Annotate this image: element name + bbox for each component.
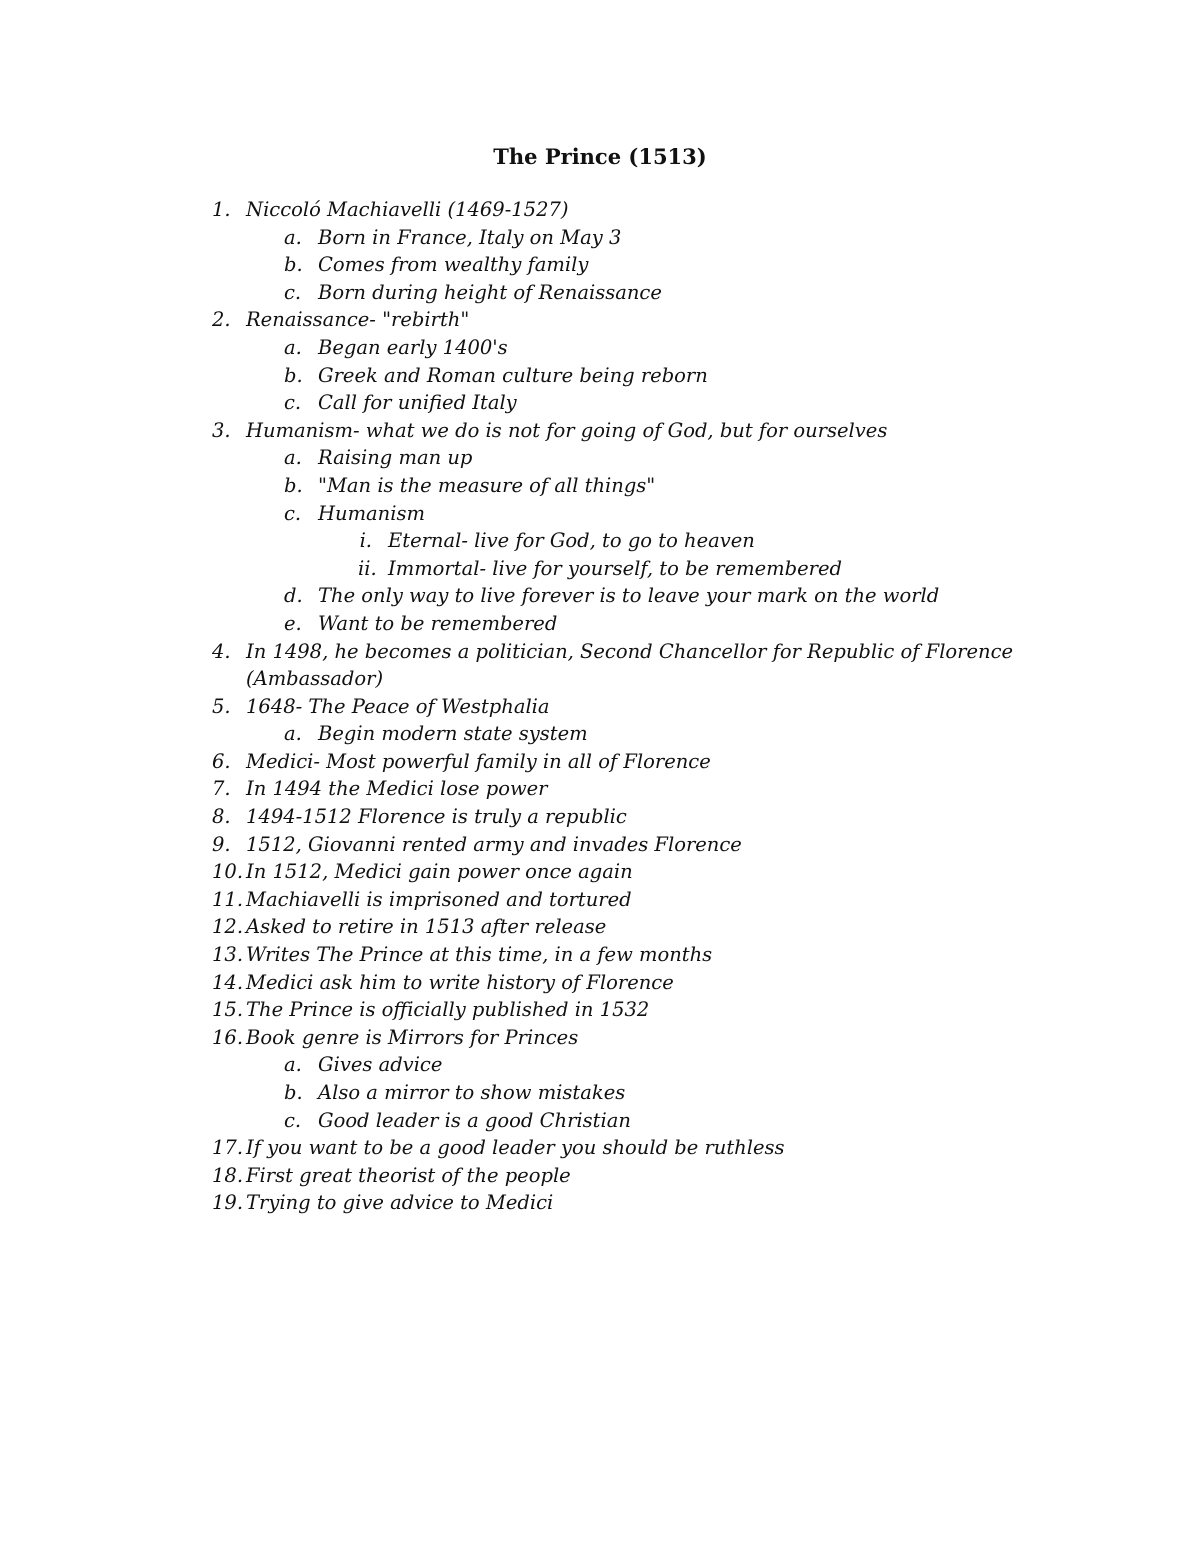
list-item-level-1 <box>0 417 1200 445</box>
list-marker: c. <box>284 280 302 304</box>
list-item-text: Machiavelli is imprisoned and tortured <box>246 887 632 911</box>
list-item-level-1 <box>0 803 1200 831</box>
list-item-text: Niccoló Machiavelli (1469-1527) <box>246 198 569 221</box>
list-item-level-2 <box>0 279 1200 307</box>
list-item-text: Call for unified Italy <box>318 391 517 415</box>
list-item-level-1 <box>0 693 1200 721</box>
list-item-text: The only way to live forever is to leave your mark on the world <box>318 584 940 608</box>
list-item-level-1 <box>0 969 1200 997</box>
list-item-text: Medici ask him to write history of Florence <box>246 970 674 994</box>
list-item-level-1 <box>0 1024 1200 1052</box>
list-item-level-1 <box>0 1162 1200 1190</box>
list-marker: 4. <box>212 639 231 663</box>
document-title: The Prince (1513) <box>493 144 707 169</box>
list-item-level-2 <box>0 610 1200 638</box>
list-item-level-2 <box>0 1079 1200 1107</box>
list-marker: 8. <box>212 805 231 829</box>
list-marker: b. <box>284 473 303 497</box>
list-item-level-1 <box>0 196 1200 224</box>
list-item-text: Renaissance- "rebirth" <box>246 308 470 332</box>
list-marker: c. <box>284 391 302 415</box>
list-item-text: Eternal- live for God, to go to heaven <box>388 529 755 553</box>
list-item-text: Born during height of Renaissance <box>318 280 662 304</box>
list-item-level-1 <box>0 858 1200 886</box>
list-marker: b. <box>284 1081 303 1104</box>
list-item-level-1 <box>0 1134 1200 1162</box>
list-marker: a. <box>284 335 302 359</box>
list-item-text: "Man is the measure of all things" <box>318 473 656 497</box>
list-item-text: If you want to be a good leader you should be ruthless <box>246 1136 785 1160</box>
list-item-text: Began early 1400's <box>318 335 508 359</box>
list-marker: 13. <box>212 943 244 967</box>
list-marker: 15. <box>212 998 244 1022</box>
list-marker: 5. <box>212 694 231 718</box>
list-item-text: 1494-1512 Florence is truly a republic <box>246 805 627 829</box>
list-item-text: (Ambassador) <box>246 667 384 691</box>
list-item-level-2 <box>0 362 1200 390</box>
list-item-text: Begin modern state system <box>318 722 588 746</box>
list-item-level-1 <box>0 306 1200 334</box>
list-item-level-2 <box>0 472 1200 500</box>
list-item-text: Good leader is a good Christian <box>318 1108 631 1132</box>
list-item-text: In 1512, Medici gain power once again <box>246 860 633 884</box>
list-item-text: Trying to give advice to Medici <box>246 1191 554 1215</box>
list-marker: a. <box>284 1053 302 1077</box>
list-marker: 9. <box>212 832 231 856</box>
list-item-level-2 <box>0 720 1200 748</box>
list-item-level-2 <box>0 500 1200 528</box>
list-item-level-2 <box>0 582 1200 610</box>
list-item-text: Humanism <box>318 501 425 525</box>
list-item-level-1 <box>0 886 1200 914</box>
list-marker: i. <box>359 529 372 553</box>
list-item-level-1 <box>0 996 1200 1024</box>
list-item-text: In 1494 the Medici lose power <box>246 777 548 801</box>
list-marker: e. <box>284 611 302 635</box>
list-marker: b. <box>284 253 303 277</box>
list-marker: 11. <box>212 887 244 911</box>
list-marker: 1. <box>212 198 231 221</box>
list-marker: 14. <box>212 970 244 994</box>
list-marker: ii. <box>358 556 377 580</box>
outline-list <box>0 196 1200 1217</box>
list-item-level-1 <box>0 748 1200 776</box>
list-marker: a. <box>284 722 302 746</box>
list-item-level-2 <box>0 1107 1200 1135</box>
list-marker: 18. <box>212 1163 244 1187</box>
list-item-level-2 <box>0 1051 1200 1079</box>
list-marker: 19. <box>212 1191 244 1215</box>
list-item-text: Want to be remembered <box>318 611 558 635</box>
list-item-level-3 <box>0 555 1200 583</box>
list-item-continuation <box>0 665 1200 693</box>
list-item-level-2 <box>0 224 1200 252</box>
list-item-text: Also a mirror to show mistakes <box>318 1081 626 1104</box>
list-item-level-3 <box>0 527 1200 555</box>
list-item-level-2 <box>0 389 1200 417</box>
list-marker: 3. <box>212 418 231 442</box>
list-marker: c. <box>284 501 302 525</box>
list-item-text: Comes from wealthy family <box>318 253 589 277</box>
list-marker: 6. <box>212 749 231 773</box>
list-item-text: Greek and Roman culture being reborn <box>318 363 708 387</box>
list-item-text: Raising man up <box>318 446 473 470</box>
list-marker: 16. <box>212 1025 244 1049</box>
list-marker: d. <box>284 584 303 608</box>
list-marker: 2. <box>212 308 231 332</box>
list-item-text: Born in France, Italy on May 3 <box>318 225 622 249</box>
list-marker: 12. <box>212 915 244 939</box>
list-marker: a. <box>284 225 302 249</box>
list-marker: b. <box>284 363 303 387</box>
list-item-level-1 <box>0 638 1200 666</box>
list-item-level-1 <box>0 831 1200 859</box>
list-item-level-2 <box>0 334 1200 362</box>
list-item-text: First great theorist of the people <box>246 1163 571 1187</box>
list-item-level-1 <box>0 1189 1200 1217</box>
list-marker: 7. <box>212 777 231 801</box>
list-item-level-2 <box>0 444 1200 472</box>
list-marker: c. <box>284 1108 302 1132</box>
list-item-text: Gives advice <box>318 1053 443 1077</box>
list-item-text: Book genre is Mirrors for Princes <box>246 1025 579 1049</box>
list-item-text: The Prince is officially published in 1532 <box>246 998 650 1022</box>
list-marker: 10. <box>212 860 244 884</box>
list-item-text: 1512, Giovanni rented army and invades Florence <box>246 832 742 856</box>
list-item-text: In 1498, he becomes a politician, Second Chancellor for Republic of Florence <box>246 639 1014 663</box>
list-item-text: Asked to retire in 1513 after release <box>246 915 607 939</box>
list-item-text: Humanism- what we do is not for going of God, but for ourselves <box>246 418 888 442</box>
list-item-text: Writes The Prince at this time, in a few months <box>246 943 713 967</box>
list-item-text: 1648- The Peace of Westphalia <box>246 694 550 718</box>
list-marker: 17. <box>212 1136 244 1160</box>
list-item-level-2 <box>0 251 1200 279</box>
list-item-text: Medici- Most powerful family in all of Florence <box>246 749 711 773</box>
list-item-level-1 <box>0 941 1200 969</box>
list-marker: a. <box>284 446 302 470</box>
list-item-level-1 <box>0 775 1200 803</box>
list-item-text: Immortal- live for yourself, to be remembered <box>388 556 843 580</box>
list-item-level-1 <box>0 913 1200 941</box>
